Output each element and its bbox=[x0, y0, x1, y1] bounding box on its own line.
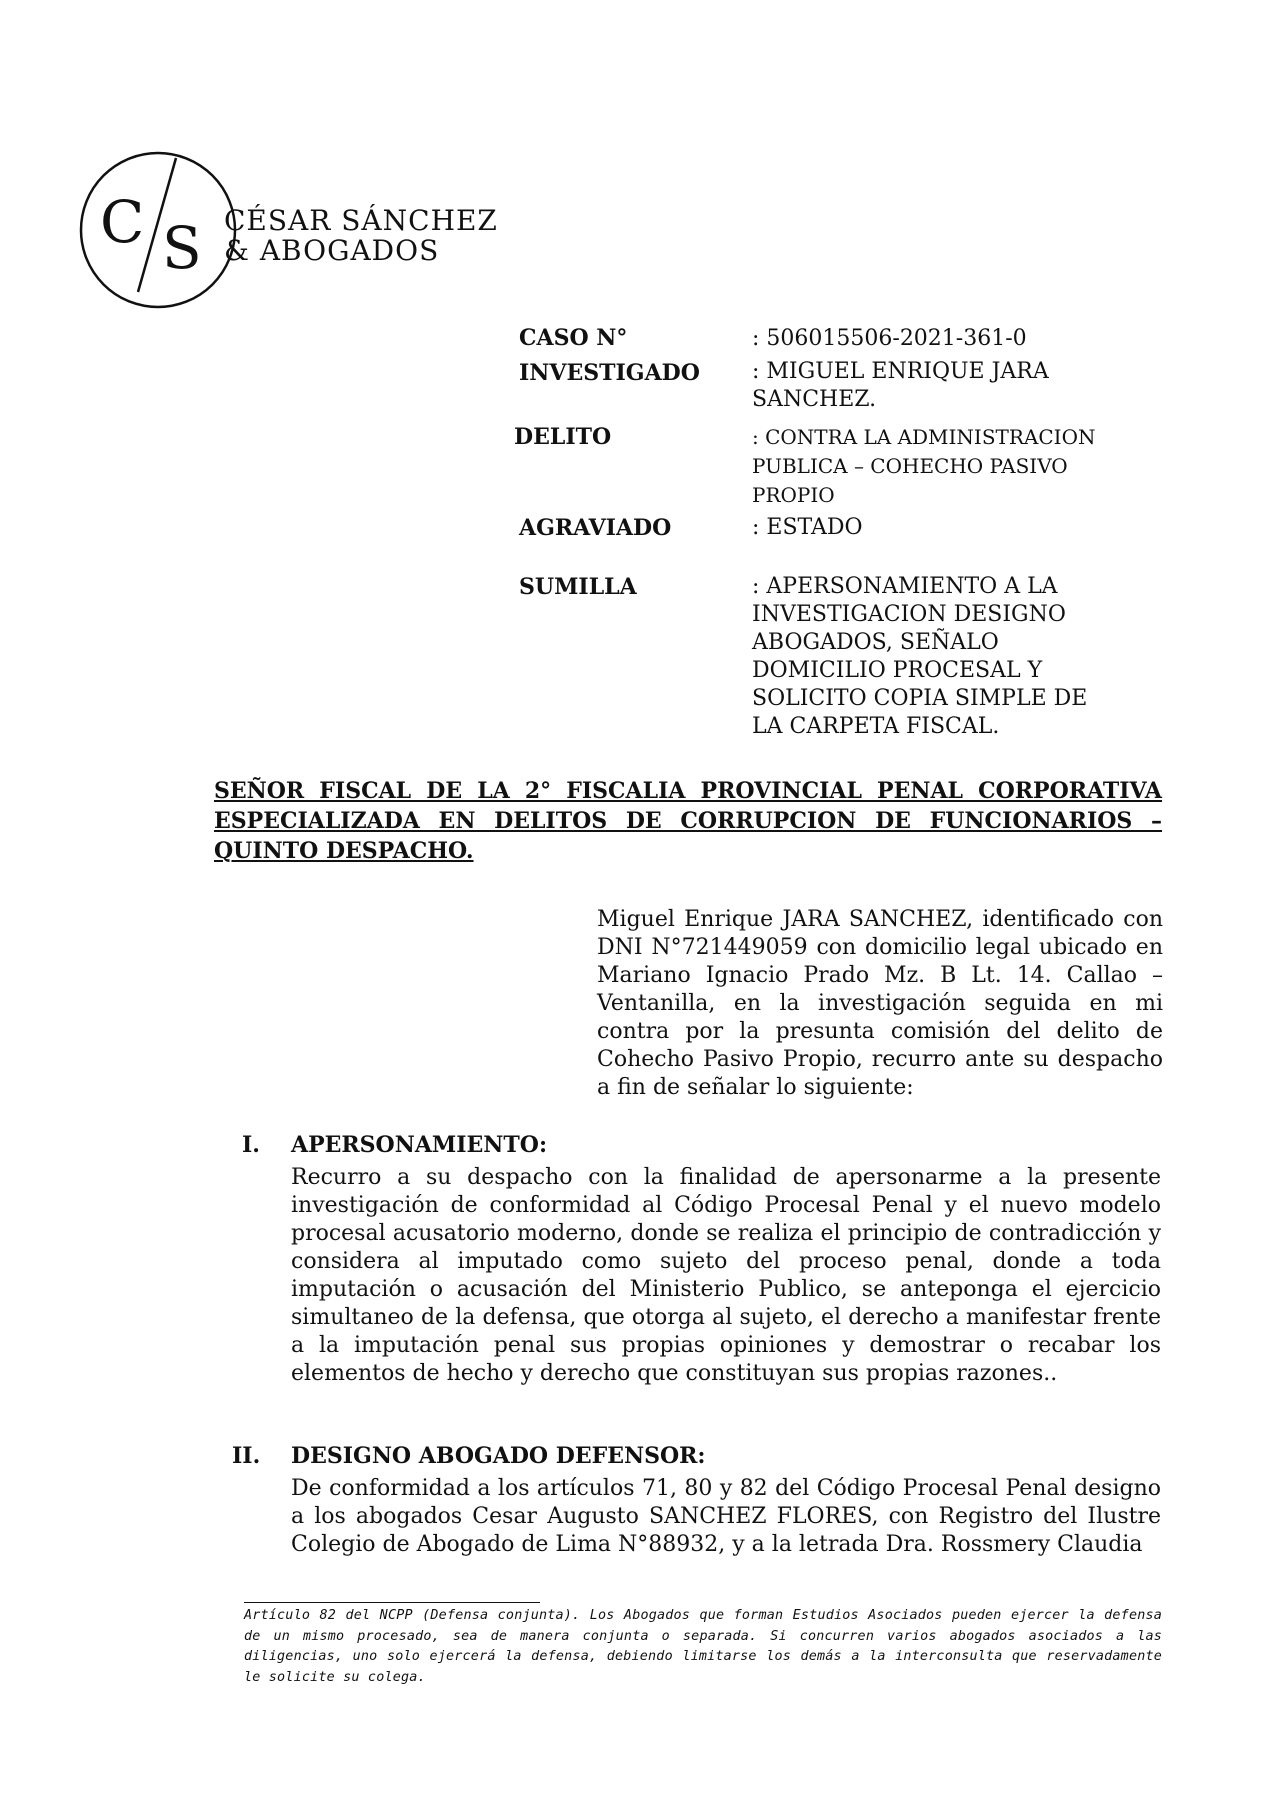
section-1-body: Recurro a su despacho con la finalidad de apersonarme a la presente investigación de conformidad al Código Procesal Penal y el nuevo modelo procesal acusatorio moderno, donde se realiza el principio de contradicción y considera al imputado como sujeto del proceso penal, donde a toda imputación o acusación del Ministerio Publico, se anteponga el ejercicio simultaneo de la defensa, que otorga al sujeto, el derecho a manifestar frente a la imputación penal sus propias opiniones y demostrar o recabar los elementos de hecho y derecho que constituyan sus propias razones.. bbox=[291, 1165, 1161, 1386]
sumilla-label: SUMILLA bbox=[519, 574, 637, 600]
caso-value: : 506015506-2021-361-0 bbox=[752, 326, 1027, 351]
footnote: Artículo 82 del NCPP (Defensa conjunta). Los Abogados que forman Estudios Asociados pueden ejercer la defensa de un mismo procesado, sea de manera conjunta o separada. Si concurren varios abogados asociados a las diligencias, uno solo ejercerá la defensa, debiendo limitarse los demás a la interconsulta que reservadamente le solicite su colega. bbox=[244, 1608, 1162, 1685]
section-1-title: APERSONAMIENTO: bbox=[291, 1132, 548, 1158]
svg-text:C: C bbox=[100, 188, 145, 256]
delito-value: : CONTRA LA ADMINISTRACION PUBLICA – COHECHO PASIVO PROPIO bbox=[752, 425, 1096, 507]
firm-name-line2: & ABOGADOS bbox=[224, 234, 440, 267]
section-2-title: DESIGNO ABOGADO DEFENSOR: bbox=[291, 1443, 706, 1469]
intro-paragraph: Miguel Enrique JARA SANCHEZ, identificado con DNI N°721449059 con domicilio legal ubicado en Mariano Ignacio Prado Mz. B Lt. 14. Callao – Ventanilla, en la investigación seguida en mi contra por la presunta comisión del delito de Cohecho Pasivo Propio, recurro ante su despacho a fin de señalar lo siguiente: bbox=[597, 907, 1163, 1100]
investigado-value: : MIGUEL ENRIQUE JARA SANCHEZ. bbox=[752, 359, 1049, 412]
investigado-label: INVESTIGADO bbox=[519, 360, 700, 386]
svg-text:S: S bbox=[162, 214, 202, 282]
addressee-heading: SEÑOR FISCAL DE LA 2° FISCALIA PROVINCIAL PENAL CORPORATIVA ESPECIALIZADA EN DELITOS DE CORRUPCION DE FUNCIONARIOS – QUINTO DESPACHO. bbox=[214, 778, 1162, 864]
section-2-number: II. bbox=[232, 1443, 261, 1469]
agraviado-label: AGRAVIADO bbox=[519, 515, 672, 541]
footnote-divider bbox=[244, 1602, 540, 1603]
sumilla-value: : APERSONAMIENTO A LA INVESTIGACION DESIGNO ABOGADOS, SEÑALO DOMICILIO PROCESAL Y SOLICITO COPIA SIMPLE DE LA CARPETA FISCAL. bbox=[752, 574, 1088, 739]
firm-name-line1: CÉSAR SÁNCHEZ bbox=[224, 204, 498, 237]
caso-label: CASO N° bbox=[519, 325, 628, 351]
section-1-number: I. bbox=[242, 1132, 260, 1158]
firm-logo-icon bbox=[78, 150, 238, 310]
delito-label: DELITO bbox=[514, 424, 612, 450]
agraviado-value: : ESTADO bbox=[752, 515, 863, 540]
section-2-body: De conformidad a los artículos 71, 80 y 82 del Código Procesal Penal designo a los abogados Cesar Augusto SANCHEZ FLORES, con Registro del Ilustre Colegio de Abogado de Lima N°88932, y a la letrada Dra. Rossmery Claudia bbox=[291, 1476, 1161, 1557]
